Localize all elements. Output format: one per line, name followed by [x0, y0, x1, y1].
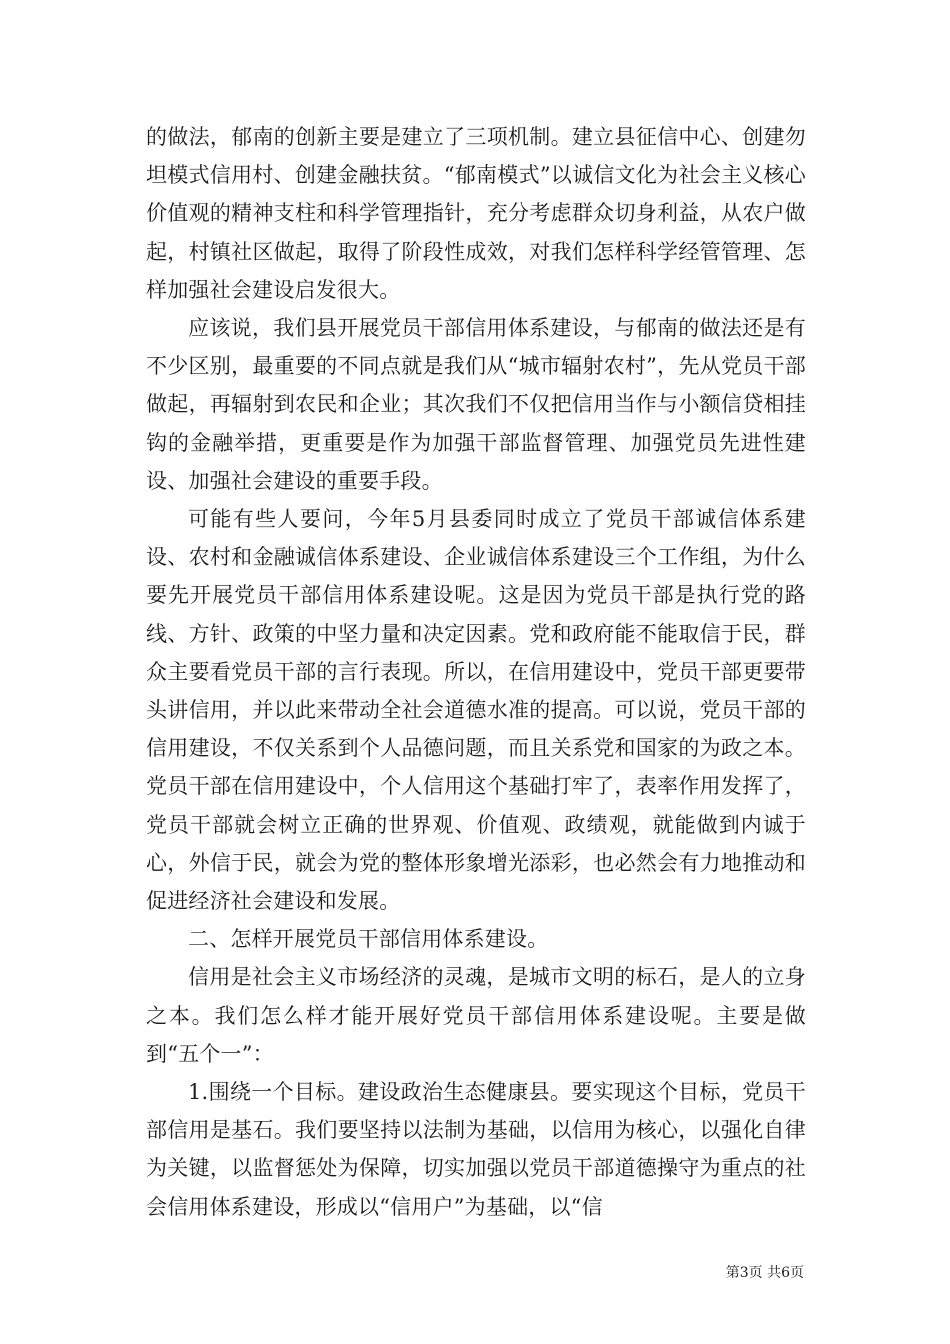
paragraph-5: 1.围绕一个目标。建设政治生态健康县。要实现这个目标，党员干部信用是基石。我们要坚持以法制为基础，以信用为核心，以强化自律为关键，以监督惩处为保障，切实加强以党员干部道德操守为重点的社会信用体系建设，形成以“信用户”为基础，以“信 — [146, 1080, 806, 1219]
document-body — [146, 118, 806, 1226]
paragraph-2: 应该说，我们县开展党员干部信用体系建设，与郁南的做法还是有不少区别，最重要的不同点就是我们从“城市辐射农村”，先从党员干部做起，再辐射到农民和企业；其次我们不仅把信用当作与小额信贷相挂钩的金融举措，更重要是作为加强干部监督管理、加强党员先进性建设、加强社会建设的重要手段。 — [146, 316, 806, 493]
paragraph-4: 信用是社会主义市场经济的灵魂，是城市文明的标石，是人的立身之本。我们怎么样才能开展好党员干部信用体系建设呢。主要是做到“五个一”： — [146, 965, 806, 1066]
section-heading: 二、怎样开展党员干部信用体系建设。 — [188, 927, 549, 952]
paragraph-3: 可能有些人要问，今年5月县委同时成立了党员干部诚信体系建设、农村和金融诚信体系建设、企业诚信体系建设三个工作组，为什么要先开展党员干部信用体系建设呢。这是因为党员干部是执行党的路线、方针、政策的中坚力量和决定因素。党和政府能不能取信于民，群众主要看党员干部的言行表现。所以，在信用建设中，党员干部更要带头讲信用，并以此来带动全社会道德水准的提高。可以说，党员干部的信用建设，不仅关系到个人品德问题，而且关系党和国家的为政之本。党员干部在信用建设中，个人信用这个基础打牢了，表率作用发挥了，党员干部就会树立正确的世界观、价值观、政绩观，就能做到内诚于心，外信于民，就会为党的整体形象增光添彩，也必然会有力地推动和促进经济社会建设和发展。 — [146, 507, 806, 914]
paragraph-1: 的做法，郁南的创新主要是建立了三项机制。建立县征信中心、创建勿坦模式信用村、创建金融扶贫。“郁南模式”以诚信文化为社会主义核心价值观的精神支柱和科学管理指针，充分考虑群众切身利益，从农户做起，村镇社区做起，取得了阶段性成效，对我们怎样科学经管管理、怎样加强社会建设启发很大。 — [146, 125, 806, 302]
page-number: 第3页 共6页 — [725, 1265, 804, 1281]
